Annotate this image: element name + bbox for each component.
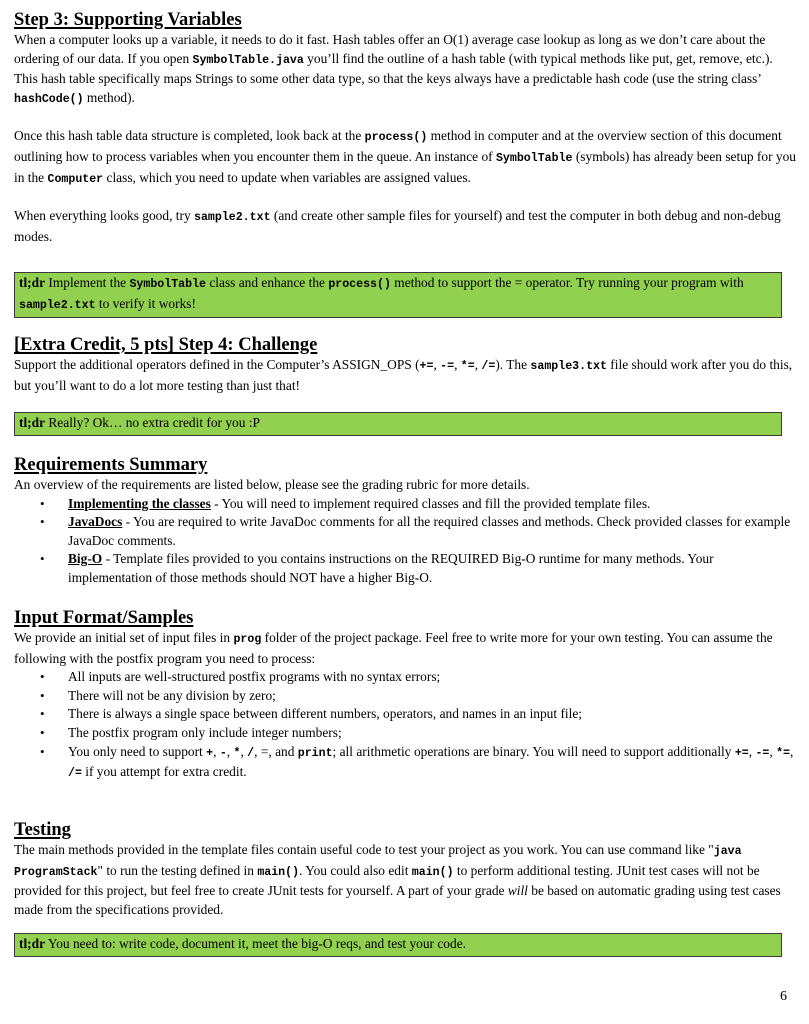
tldr-label: tl;dr <box>19 275 46 290</box>
step3-tldr-box: tl;dr Implement the SymbolTable class and enhance the process() method to support the = operator. Try running your program with sample2.txt to verify it works! <box>14 272 782 318</box>
input-section <box>14 607 796 784</box>
step3-paragraph-2: Once this hash table data structure is completed, look back at the process() method in computer and at the overview section of this document outlining how to process variables when you encounter them in the queue. An instance of SymbolTable (symbols) has already been setup for you in the Computer class, which you need to update when variables are assigned values. <box>14 128 796 186</box>
list-item: • JavaDocs - You are required to write JavaDoc comments for all the required classes and methods. Check provided classes for example JavaDoc comments. <box>14 513 796 550</box>
step3-heading: Step 3: Supporting Variables <box>14 10 242 30</box>
requirements-intro: An overview of the requirements are listed below, please see the grading rubric for more details. <box>14 477 530 492</box>
list-item: • There is always a single space between different numbers, operators, and names in an input file; <box>14 705 796 724</box>
testing-paragraph: The main methods provided in the template files contain useful code to test your project as you work. You can use command like "java ProgramStack" to run the testing defined in main(). You could also edit main() to perform additional testing. JUnit test cases will not be provided for this project, but feel free to create JUnit tests for yourself. A part of your grade will be based on automatic grading using test cases made from the specifications provided. <box>14 842 781 917</box>
step3-section <box>14 9 796 246</box>
step4-tldr-box: tl;dr Really? Ok… no extra credit for you :P <box>14 412 782 436</box>
list-item: • Implementing the classes - You will need to implement required classes and fill the provided template files. <box>14 495 796 514</box>
input-intro: We provide an initial set of input files in prog folder of the project package. Feel free to write more for your own testing. You can assume the following with the postfix program you need to process: <box>14 630 773 666</box>
list-item: • All inputs are well-structured postfix programs with no syntax errors; <box>14 668 796 687</box>
requirements-list <box>14 495 796 588</box>
input-heading: Input Format/Samples <box>14 608 194 628</box>
requirements-section <box>14 454 796 588</box>
step4-section <box>14 334 796 395</box>
list-item: • The postfix program only include integer numbers; <box>14 724 796 743</box>
step3-paragraph-3: When everything looks good, try sample2.txt (and create other sample files for yourself) and test the computer in both debug and non-debug modes. <box>14 208 781 244</box>
testing-heading: Testing <box>14 820 71 840</box>
tldr-label: tl;dr <box>19 415 46 430</box>
page-number: 6 <box>780 989 787 1004</box>
step4-heading: [Extra Credit, 5 pts] Step 4: Challenge <box>14 335 318 355</box>
list-item: • You only need to support +, -, *, /, =, and print; all arithmetic operations are binary. You will need to support additionally +=, -=, *=, /= if you attempt for extra credit. <box>14 743 796 784</box>
requirements-heading: Requirements Summary <box>14 455 208 475</box>
step3-paragraph-1: When a computer looks up a variable, it needs to do it fast. Hash tables offer an O(1) average case lookup as long as we don’t care about the ordering of our data. If you open SymbolTable.java you’ll find the outline of a hash table (with typical methods like put, get, remove, etc.). This hash table specifically maps Strings to some other data type, so that the keys always have a predictable hash code (use the string class’ hashCode() method). <box>14 32 773 106</box>
testing-tldr-box: tl;dr You need to: write code, document it, meet the big-O reqs, and test your code. <box>14 933 782 957</box>
list-item: • Big-O - Template files provided to you contains instructions on the REQUIRED Big-O runtime for many methods. Your implementation of those methods should NOT have a higher Big-O. <box>14 550 796 587</box>
list-item: • There will not be any division by zero; <box>14 687 796 706</box>
input-list <box>14 668 796 784</box>
testing-section <box>14 819 796 919</box>
step4-paragraph: Support the additional operators defined in the Computer’s ASSIGN_OPS (+=, -=, *=, /=). The sample3.txt file should work after you do this, but you’ll want to do a lot more testing than just that! <box>14 357 793 393</box>
tldr-label: tl;dr <box>19 936 46 951</box>
